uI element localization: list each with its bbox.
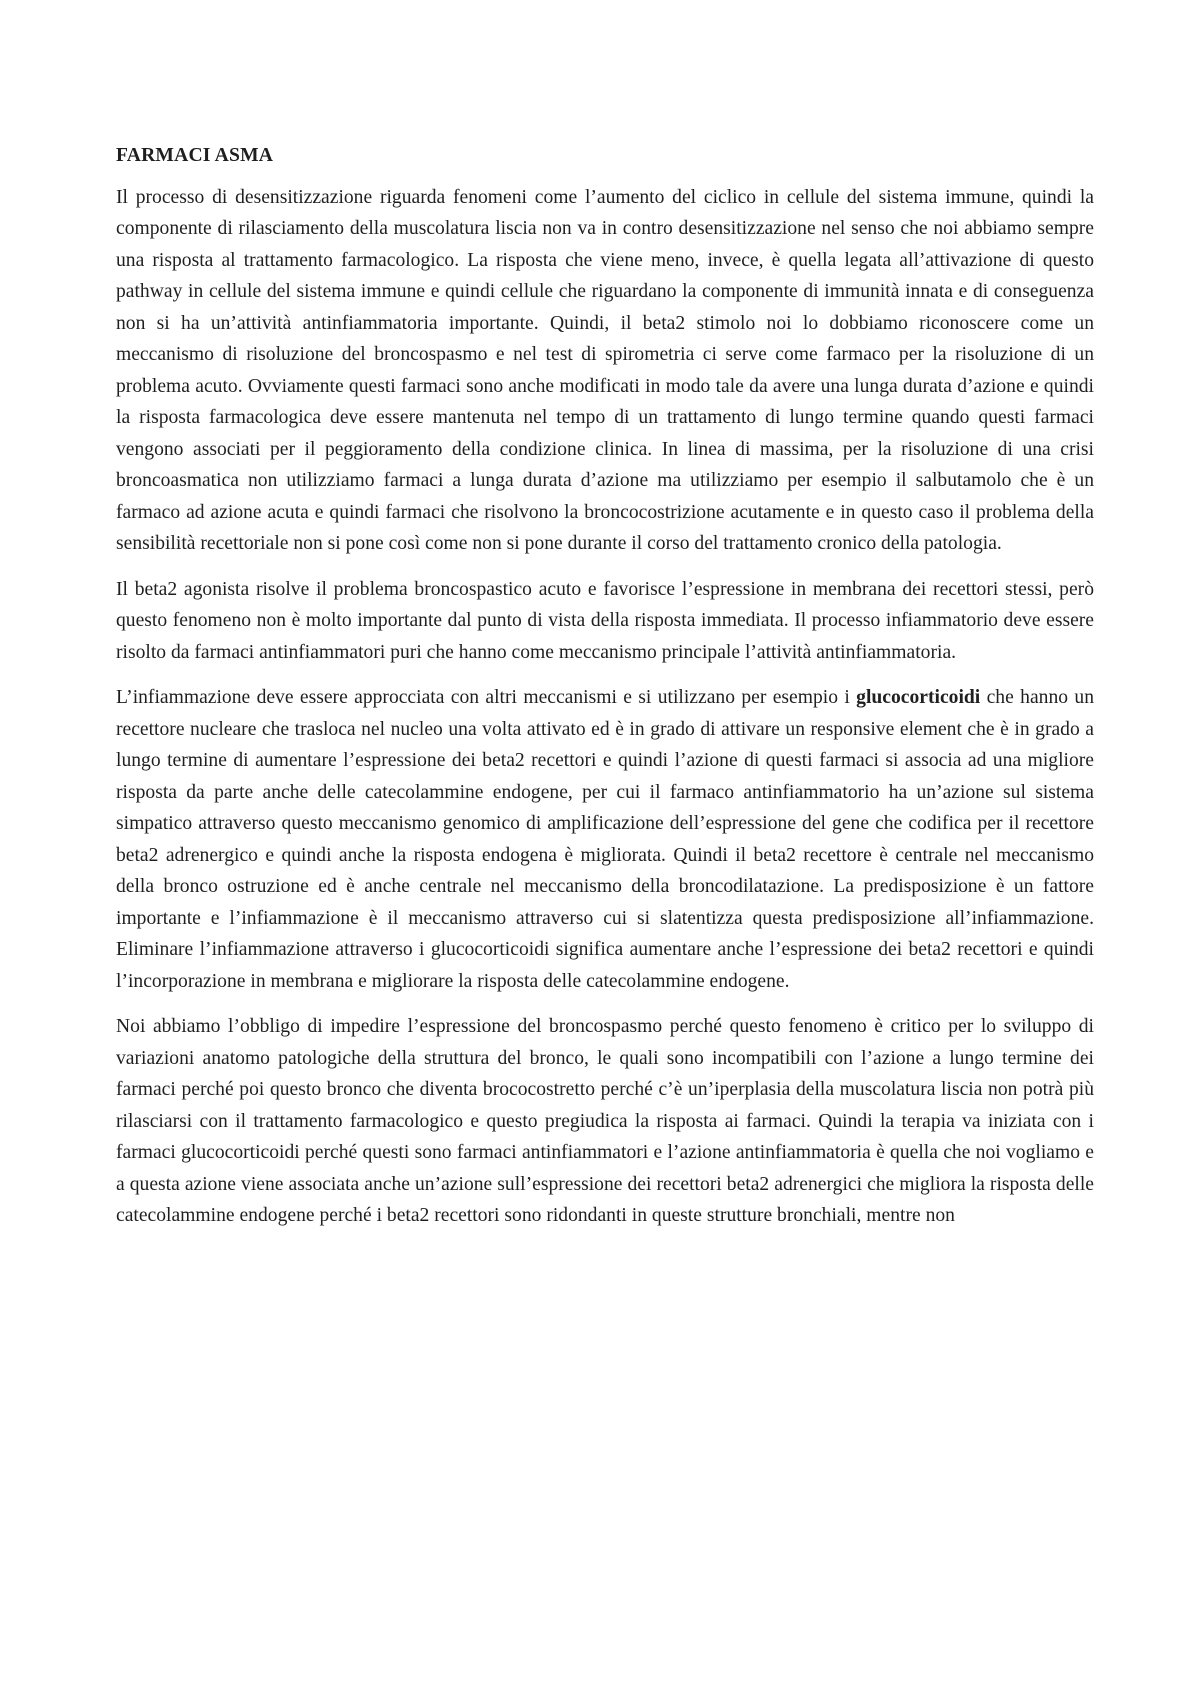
paragraph-3-rest: che hanno un recettore nucleare che trasloca nel nucleo una volta attivato ed è in grado di attivare un responsive element che è in grado a lungo termine di aumentare l’espressione dei beta2 recettori e quindi l’azione di questi farmaci si associa ad una migliore risposta da parte anche delle catecolammine endogene, per cui il farmaco antinfiammatorio ha un’azione sul sistema simpatico attraverso questo meccanismo genomico di amplificazione dell’espressione del gene che codifica per il recettore beta2 adrenergico e quindi anche la risposta endogena è migliorata. Quindi il beta2 recettore è centrale nel meccanismo della bronco ostruzione ed è anche centrale nel meccanismo della broncodilatazione. La predisposizione è un fattore importante e l’infiammazione è il meccanismo attraverso cui si slatentizza questa predisposizione all’infiammazione. Eliminare l’infiammazione attraverso i glucocorticoidi significa aumentare anche l’espressione dei beta2 recettori e quindi l’incorporazione in membrana e migliorare la risposta delle catecolammine endogene. <box>116 687 1094 992</box>
paragraph-4: Noi abbiamo l’obbligo di impedire l’espressione del broncospasmo perché questo fenomeno è critico per lo sviluppo di variazioni anatomo patologiche della struttura del bronco, le quali sono incompatibili con l’azione a lungo termine dei farmaci perché poi questo bronco che diventa brococostretto perché c’è un’iperplasia della muscolatura liscia non potrà più rilasciarsi con il trattamento farmacologico e questo pregiudica la risposta ai farmaci. Quindi la terapia va iniziata con i farmaci glucocorticoidi perché questi sono farmaci antinfiammatori e l’azione antinfiammatoria è quella che noi vogliamo e a questa azione viene associata anche un’azione sull’espressione dei recettori beta2 adrenergici che migliora la risposta delle catecolammine endogene perché i beta2 recettori sono ridondanti in queste strutture bronchiali, mentre non <box>116 1016 1094 1226</box>
document-title: FARMACI ASMA <box>116 145 274 166</box>
paragraph-3-start: L’infiammazione deve essere approcciata con altri meccanismi e si utilizzano per esempio i <box>116 687 857 708</box>
document-page <box>116 140 1094 1246</box>
glucocorticoidi-term: glucocorticoidi <box>856 687 981 708</box>
paragraph-1: Il processo di desensitizzazione riguarda fenomeni come l’aumento del ciclico in cellule del sistema immune, quindi la componente di rilasciamento della muscolatura liscia non va in contro desensitizzazione nel senso che noi abbiamo sempre una risposta al trattamento farmacologico. La risposta che viene meno, invece, è quella legata all’attivazione di questo pathway in cellule del sistema immune e quindi cellule che riguardano la componente di immunità innata e di conseguenza non si ha un’attività antinfiammatoria importante. Quindi, il beta2 stimolo noi lo dobbiamo riconoscere come un meccanismo di risoluzione del broncospasmo e nel test di spirometria ci serve come farmaco per la risoluzione di un problema acuto. Ovviamente questi farmaci sono anche modificati in modo tale da avere una lunga durata d’azione e quindi la risposta farmacologica deve essere mantenuta nel tempo di un trattamento di lungo termine quando questi farmaci vengono associati per il peggioramento della condizione clinica. In linea di massima, per la risoluzione di una crisi broncoasmatica non utilizziamo farmaci a lunga durata d’azione ma utilizziamo per esempio il salbutamolo che è un farmaco ad azione acuta e quindi farmaci che risolvono la broncocostrizione acutamente e in questo caso il problema della sensibilità recettoriale non si pone così come non si pone durante il corso del trattamento cronico della patologia. <box>116 186 1094 554</box>
paragraph-2: Il beta2 agonista risolve il problema broncospastico acuto e favorisce l’espressione in membrana dei recettori stessi, però questo fenomeno non è molto importante dal punto di vista della risposta immediata. Il processo infiammatorio deve essere risolto da farmaci antinfiammatori puri che hanno come meccanismo principale l’attività antinfiammatoria. <box>116 578 1094 663</box>
paragraph-3 <box>116 682 1094 997</box>
